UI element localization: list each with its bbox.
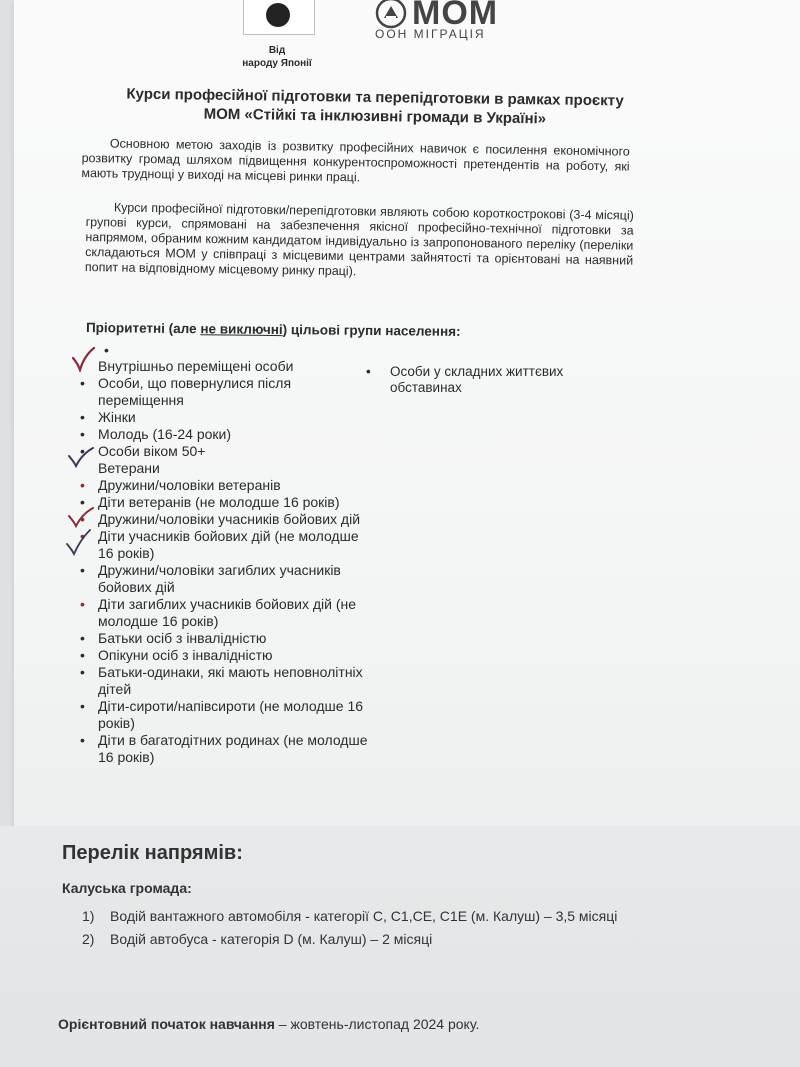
checkmark-icon (66, 506, 96, 528)
checkmark-icon (66, 446, 96, 468)
checkmark-icon (64, 528, 94, 556)
list-item: • Дружини/чоловіки учасників бойових дій (80, 511, 361, 527)
directions-list (82, 906, 682, 952)
bullet-icon: • (80, 409, 85, 425)
list-item: • Діти ветеранів (не молодше 16 років) (80, 494, 340, 510)
bullet-icon: • (80, 596, 85, 612)
japan-flag-logo (243, 0, 315, 35)
document-title: Курси професійної підготовки та перепідготовки в рамках проєкту МОМ «Стійкі та інклюзивні громади в Україні» (126, 85, 624, 128)
rising-sun-icon (266, 3, 290, 27)
list-item: • Діти в багатодітних родинах (не молодше 16 років) (80, 732, 368, 765)
bullet-icon: • (80, 375, 85, 391)
list-item (78, 342, 378, 358)
list-item: Ветерани (98, 460, 160, 476)
iom-logo-text: МОМ (412, 0, 499, 32)
list-item: • Молодь (16-24 роки) (80, 426, 231, 442)
target-groups-list (78, 342, 378, 766)
intro-paragraph: Основною метою заходів із розвитку професійних навичок є посилення економічного розвитку громад шляхом підвищення конкурентоспроможності претендентів на роботу, які мають труднощі у виході на місцеві ринки праці. (81, 136, 630, 185)
bullet-icon: • (80, 494, 85, 510)
list-item: • Опікуни осіб з інвалідністю (80, 647, 273, 663)
list-item: • Жінки (80, 409, 136, 425)
list-item: • Батьки осіб з інвалідністю (80, 630, 267, 646)
community-heading: Калуська громада: (62, 880, 192, 896)
list-item: • Особи, що повернулися після переміщення (80, 375, 292, 408)
iom-subtitle: ООН МІГРАЦІЯ (375, 27, 486, 41)
checkmark-icon (70, 346, 98, 372)
bullet-icon: • (80, 528, 85, 544)
list-item: • Діти-сироти/напівсироти (не молодше 16 років) (80, 698, 364, 731)
bullet-icon: • (366, 364, 371, 379)
list-item: • Діти учасників бойових дій (не молодше 16 років) (80, 528, 359, 561)
bullet-icon: • (104, 342, 109, 358)
iom-emblem-icon (374, 0, 408, 30)
list-item: • Батьки-одинаки, які мають неповнолітніх дітей (80, 664, 363, 697)
japan-caption: Від народу Японії (242, 45, 312, 69)
list-item: • Особи віком 50+ (80, 443, 206, 459)
directions-heading: Перелік напрямів: (62, 842, 243, 864)
bullet-icon: • (80, 477, 85, 493)
list-item: • Діти загиблих учасників бойових дій (не молодше 16 років) (80, 596, 357, 629)
list-item: Внутрішньо переміщені особи (98, 358, 294, 374)
training-start: Орієнтовний початок навчання – жовтень-листопад 2024 року. (58, 1016, 480, 1032)
list-item: 1) Водій вантажного автомобіля - категорії С, С1,СЕ, С1Е (м. Калуш) – 3,5 місяці (82, 908, 618, 924)
bullet-icon: • (80, 698, 85, 714)
bullet-icon: • (80, 562, 85, 578)
bullet-icon: • (80, 443, 85, 459)
list-item: 2) Водій автобуса - категорія D (м. Калуш) – 2 місяці (82, 931, 433, 947)
list-item: • Дружини/чоловіки загиблих учасників бойових дій (80, 562, 341, 595)
bullet-icon: • (80, 511, 85, 527)
bullet-icon: • (80, 732, 85, 748)
bullet-icon: • (80, 664, 85, 680)
target-groups-right-list: • Особи у складних життєвих обставинах (366, 364, 564, 395)
courses-paragraph: Курси професійної підготовки/перепідготовки являють собою короткострокові (3-4 місяці) групові курси, спрямовані на забезпечення якісної професійно-технічної підготовки за напрямом, обраним кожним кандидатом індивідуально із запропонованого переліку (переліки складаються МОМ у співпраці з місцевими центрами зайнятості та орієнтовані на наявний попит на відповідному місцевому ринку праці). (84, 200, 634, 279)
target-groups-heading: Пріоритетні (але не виключні) цільові групи населення: (85, 320, 461, 339)
bullet-icon: • (80, 647, 85, 663)
bullet-icon: • (80, 630, 85, 646)
list-item: • Дружини/чоловіки ветеранів (80, 477, 281, 493)
bullet-icon: • (80, 426, 85, 442)
